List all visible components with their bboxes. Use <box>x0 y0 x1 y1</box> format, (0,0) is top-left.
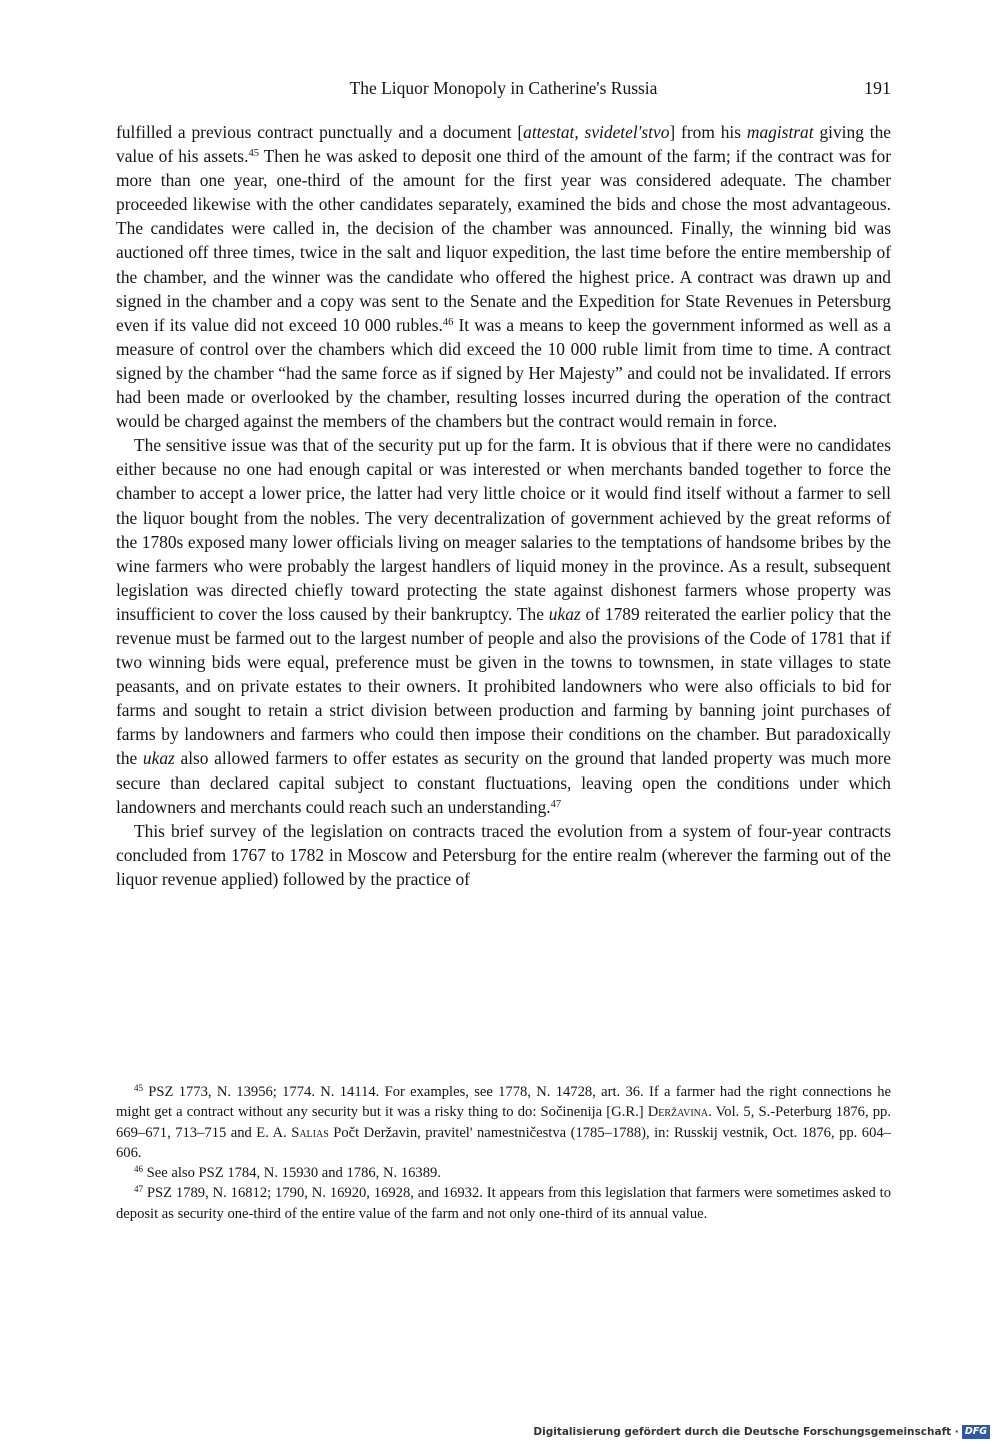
text-run: Then he was asked to deposit one third of the amount of the farm; if the contract was for more than one year, one-third of the amount for the first year was considered adequate. The chamber proceeded likewise with the other candidates separately, examined the bids and chose the most advantageous. The candidates were called in, the decision of the chamber was announced. Finally, the winning bid was auctioned off three times, twice in the salt and liquor expedition, the last time before the entire membership of the chamber, and the winner was the candidate who offered the highest price. A contract was drawn up and signed in the chamber and a copy was sent to the Senate and the Expedition for State Revenues in Petersburg even if its value did not exceed 10 000 rubles. <box>116 146 892 335</box>
italic-text: magistrat <box>746 122 814 142</box>
text-run: This brief survey of the legislation on contracts traced the evolution from a system of four-year contracts concluded from 1767 to 1782 in Moscow and Petersburg for the entire realm (wherever the farming out of the liquor revenue applied) followed by the practice of <box>116 820 891 889</box>
italic-text: ukaz <box>548 603 581 624</box>
running-title: The Liquor Monopoly in Catherine's Russia <box>349 78 658 98</box>
paragraph-1 <box>116 120 891 433</box>
credit-text: Digitalisierung gefördert durch die Deutsche Forschungsgemeinschaft · <box>533 1426 959 1438</box>
footnote-ref: 47 <box>134 1184 143 1195</box>
text-run: See also PSZ 1784, N. 15930 and 1786, N. 16389. <box>143 1165 441 1182</box>
digitization-credit <box>533 1423 990 1441</box>
text-run: giving the value of his assets. <box>116 122 891 167</box>
author-name: Deržavina <box>647 1104 709 1121</box>
text-run: PSZ 1789, N. 16812; 1790, N. 16920, 16928, and 16932. It appears from this legislation that farmers were sometimes asked to deposit as security one-third of the entire value of the farm and not only one-third of its annual value. <box>116 1185 891 1222</box>
footnote-ref: 45 <box>134 1083 143 1093</box>
footnotes <box>116 1082 891 1224</box>
footnote-ref: 47 <box>550 798 562 810</box>
footnote-46 <box>116 1163 891 1183</box>
text-run: fulfilled a previous contract punctually and a document [ <box>116 122 524 142</box>
text-run: of 1789 reiterated the earlier policy that the revenue must be farmed out to the largest number of people and also the provisions of the Code of 1781 that if two winning bids were equal, preference must be given in the towns to townsmen, in state villages to state peasants, and on private estates to their owners. It prohibited landowners who were also officials to bid for farms and sought to retain a strict division between production and farming by banning joint purchases of farms by landowners and farmers who could then impose their conditions on the chamber. But paradoxically the <box>116 603 891 769</box>
footnote-ref: 46 <box>134 1164 143 1175</box>
text-run: Počt Deržavin, pravitel' namestničestva (1785–1788), in: Russkij vestnik, Oct. 1876, pp. 604–606. <box>116 1124 891 1161</box>
text-run: ] from his <box>669 122 747 142</box>
dfg-logo: DFG <box>962 1425 990 1439</box>
footnote-45 <box>116 1082 891 1163</box>
text-run: It was a means to keep the government informed as well as a measure of control over the chambers which did exceed the 10 000 ruble limit from time to time. A contract signed by the chamber “had the same force as if signed by Her Majesty” and could not be invalidated. If errors had been made or overlooked by the chamber, resulting losses incurred during the operation of the contract would be charged against the members of the chambers but the contract would remain in force. <box>116 314 891 432</box>
text-run: . Vol. 5, S.-Peterburg 1876, pp. 669–671, 713–715 and E. A. <box>116 1104 891 1141</box>
italic-text: ukaz <box>142 748 175 769</box>
page-header <box>116 78 891 104</box>
paragraph-2 <box>116 433 891 819</box>
paragraph-3 <box>116 819 891 891</box>
footnote-ref: 45 <box>248 148 259 160</box>
author-name: Salias <box>291 1124 329 1141</box>
text-run: also allowed farmers to offer estates as security on the ground that landed property was much more secure than declared capital subject to constant fluctuations, leaving open the conditions under which landowners and merchants could reach such an understanding. <box>116 748 891 817</box>
footnote-47 <box>116 1183 891 1224</box>
body-text <box>116 120 891 891</box>
footnote-ref: 46 <box>442 316 454 328</box>
italic-text: attestat, svidetel'stvo <box>523 122 670 142</box>
page-number: 191 <box>864 78 891 98</box>
text-run: The sensitive issue was that of the security put up for the farm. It is obvious that if there were no candidates either because no one had enough capital or was interested or when merchants banded together to force the chamber to accept a lower price, the latter had very little choice or it would find itself without a farmer to sell the liquor bought from the nobles. The very decentralization of government achieved by the great reforms of the 1780s exposed many lower officials living on meager salaries to the temptations of handsome bribes by the wine farmers who were probably the largest handlers of liquid money in the province. As a result, subsequent legislation was directed chiefly toward protecting the state against dishonest farmers whose property was insufficient to cover the loss caused by their bankruptcy. The <box>116 435 891 624</box>
text-run: PSZ 1773, N. 13956; 1774. N. 14114. For examples, see 1778, N. 14728, art. 36. If a farmer had the right connections he might get a contract without any security but it was a risky thing to do: Sočinenija [G.R.] <box>116 1084 891 1121</box>
